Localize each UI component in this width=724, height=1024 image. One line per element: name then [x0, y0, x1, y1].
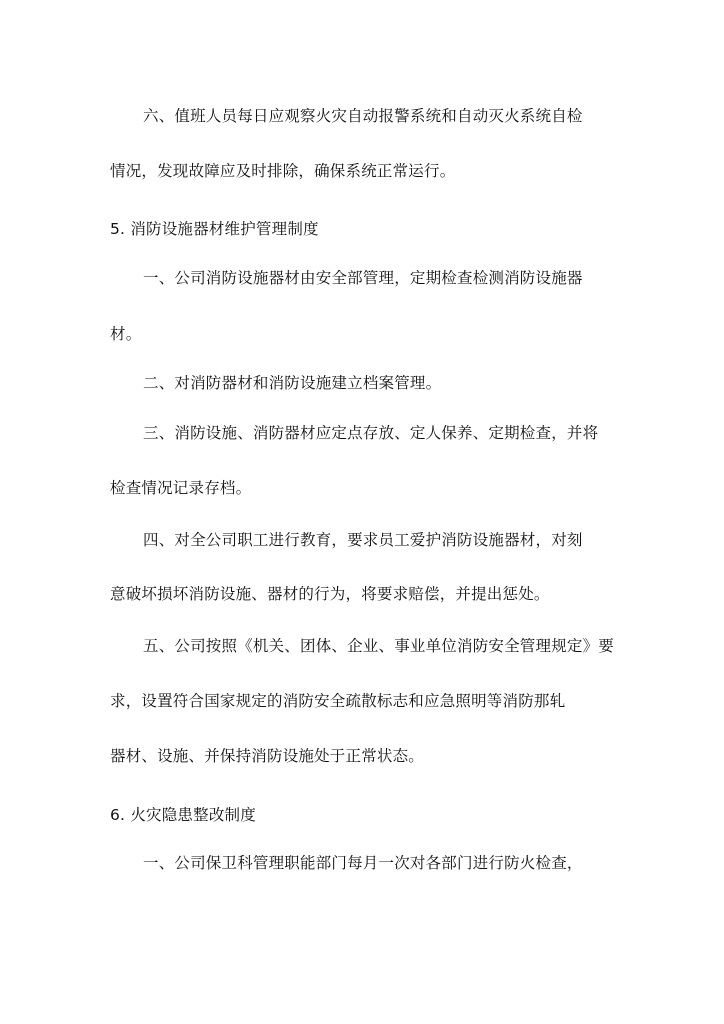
- paragraph-line: 意破坏损坏消防设施、器材的行为，将要求赔偿，并提出惩处。: [110, 585, 550, 603]
- paragraph-line: 求，设置符合国家规定的消防安全疏散标志和应急照明等消防那轧: [110, 692, 566, 710]
- paragraph-line: 四、对全公司职工进行教育，要求员工爱护消防设施器材，对刻: [143, 531, 583, 549]
- paragraph-line: 二、对消防器材和消防设施建立档案管理。: [143, 374, 442, 392]
- paragraph-line: 五、公司按照《机关、团体、企业、事业单位消防安全管理规定》要: [143, 637, 615, 655]
- paragraph-line: 材。: [110, 325, 142, 343]
- paragraph-line: 三、消防设施、消防器材应定点存放、定人保养、定期检查，并将: [143, 424, 599, 442]
- paragraph-line: 检查情况记录存档。: [110, 479, 252, 497]
- section-heading: 6. 火灾隐患整改制度: [110, 806, 256, 824]
- paragraph-line: 情况，发现故障应及时排除，确保系统正常运行。: [110, 162, 456, 180]
- paragraph-line: 六、值班人员每日应观察火灾自动报警系统和自动灭火系统自检: [143, 107, 583, 125]
- section-heading: 5. 消防设施器材维护管理制度: [110, 220, 319, 238]
- paragraph-line: 一、公司保卫科管理职能部门每月一次对各部门进行防火检查，: [143, 854, 583, 872]
- paragraph-line: 一、公司消防设施器材由安全部管理，定期检查检测消防设施器: [143, 269, 583, 287]
- paragraph-line: 器材、设施、并保持消防设施处于正常状态。: [110, 747, 425, 765]
